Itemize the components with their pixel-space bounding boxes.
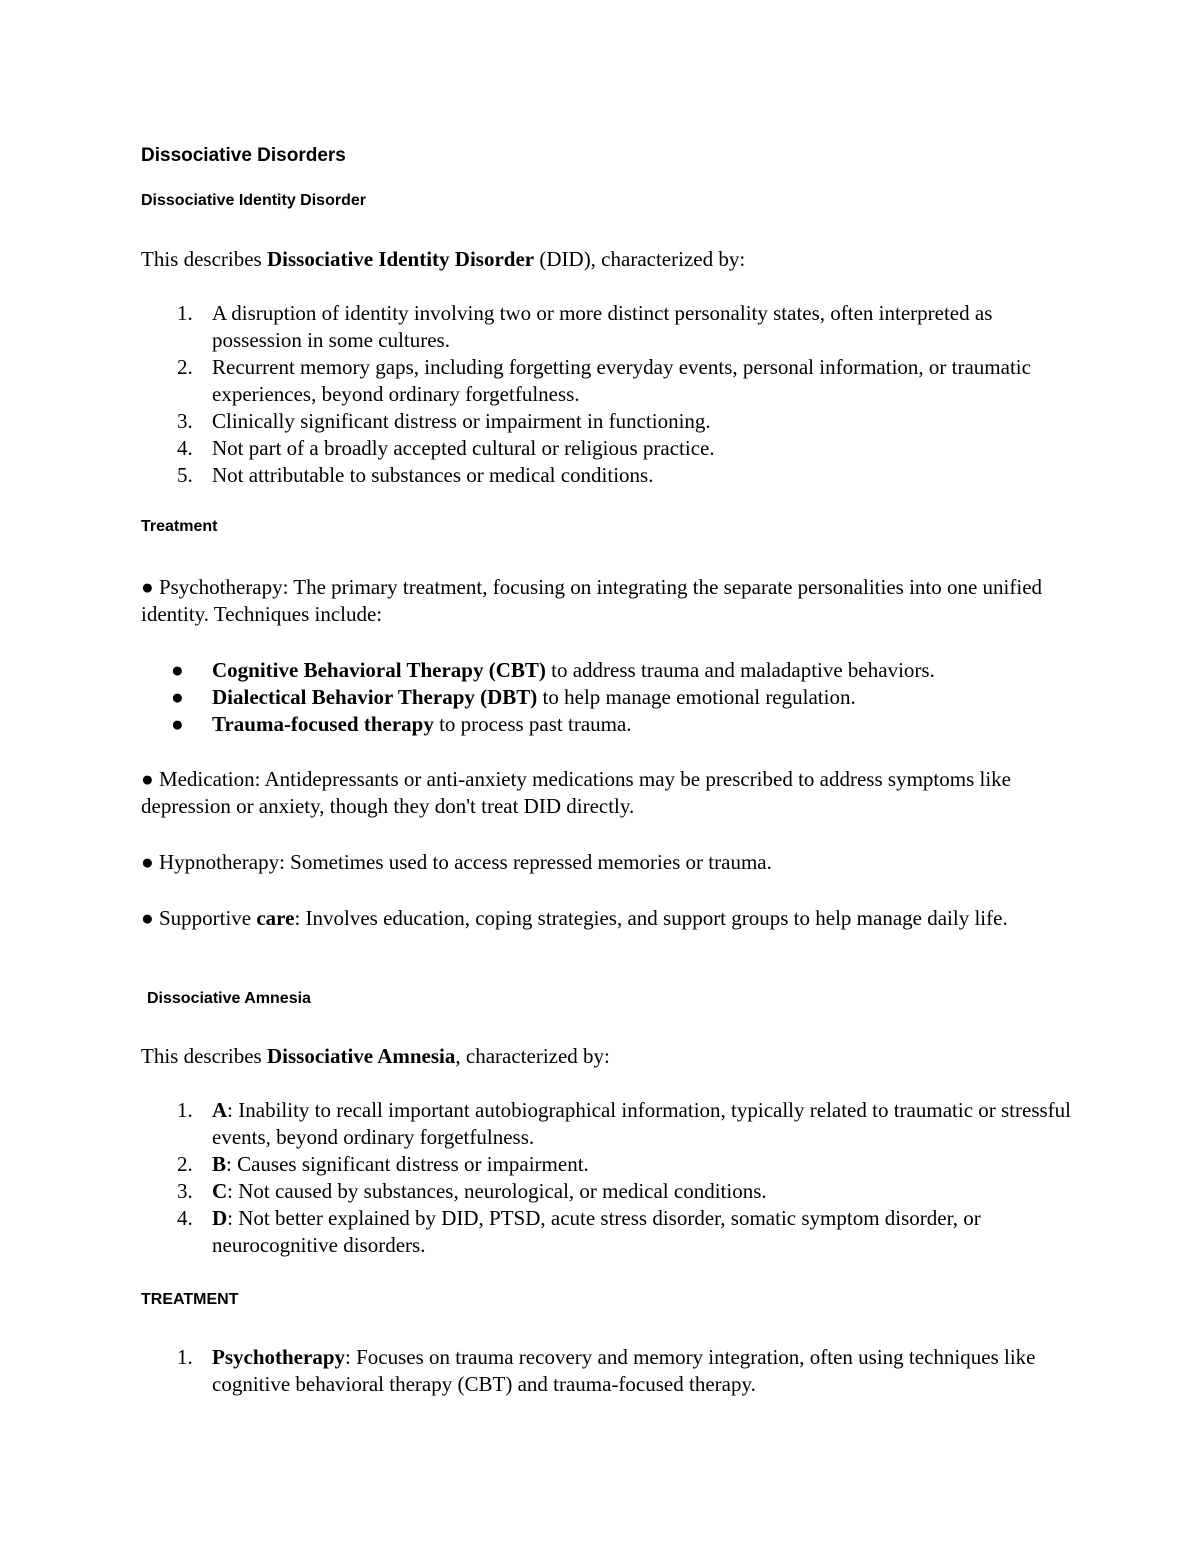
criterion-label: B — [212, 1152, 227, 1176]
did-criterion — [141, 354, 1081, 408]
amnesia-intro — [141, 1043, 1071, 1070]
bullet-icon: ● — [141, 850, 154, 874]
technique-item — [141, 684, 1081, 711]
did-criterion — [141, 300, 1081, 354]
did-intro-post: (DID), characterized by: — [534, 247, 746, 271]
technique-item — [141, 657, 1081, 684]
supportive-care-paragraph — [141, 905, 1071, 932]
supportive-bold: care — [256, 906, 295, 930]
bullet-icon: ● — [171, 658, 184, 682]
did-criterion — [141, 435, 1081, 462]
technique-item — [141, 711, 1081, 738]
bullet-icon: ● — [141, 767, 154, 791]
amnesia-intro-pre: This describes — [141, 1044, 267, 1068]
bullet-icon: ● — [141, 906, 154, 930]
did-treatment-heading: Treatment — [141, 518, 218, 535]
amnesia-intro-post: , characterized by: — [455, 1044, 610, 1068]
technique-name: Cognitive Behavioral Therapy (CBT) — [212, 658, 546, 682]
criterion-text: A disruption of identity involving two or more distinct personality states, often interpreted as possession in some cultures. — [212, 301, 993, 352]
list-number: 2. — [177, 1152, 193, 1176]
criterion-text: Recurrent memory gaps, including forgetting everyday events, personal information, or traumatic experiences, beyond ordinary forgetfulness. — [212, 355, 1031, 406]
list-number: 4. — [177, 1206, 193, 1230]
supportive-pre: Supportive — [158, 906, 257, 930]
did-intro — [141, 246, 1071, 273]
technique-text: to address trauma and maladaptive behaviors. — [545, 658, 935, 682]
criterion-text: Clinically significant distress or impairment in functioning. — [212, 409, 711, 433]
bullet-icon: ● — [171, 685, 184, 709]
did-heading: Dissociative Identity Disorder — [141, 192, 366, 209]
amnesia-criterion — [141, 1151, 1081, 1178]
amnesia-criterion — [141, 1097, 1081, 1151]
list-number: 5. — [177, 463, 193, 487]
treatment-text: : Focuses on trauma recovery and memory integration, often using techniques like cognitive behavioral therapy (CBT) and trauma-focused therapy. — [212, 1345, 1036, 1396]
list-number: 2. — [177, 355, 193, 379]
criterion-text: : Causes significant distress or impairment. — [226, 1152, 589, 1176]
criterion-label: C — [212, 1179, 228, 1203]
bullet-icon: ● — [141, 575, 154, 599]
amnesia-criterion — [141, 1205, 1081, 1259]
psychotherapy-paragraph — [141, 574, 1071, 628]
medication-paragraph — [141, 766, 1071, 820]
list-number: 1. — [177, 301, 193, 325]
criterion-text: : Not better explained by DID, PTSD, acute stress disorder, somatic symptom disorder, or neurocognitive disorders. — [212, 1206, 981, 1257]
amnesia-treatment-list — [141, 1344, 1081, 1398]
did-criteria-list — [141, 300, 1081, 489]
medication-text: Medication: Antidepressants or anti-anxiety medications may be prescribed to address symptoms like depression or anxiety, though they don't treat DID directly. — [141, 767, 1011, 818]
amnesia-criteria-list — [141, 1097, 1081, 1259]
treatment-name: Psychotherapy — [212, 1345, 345, 1369]
list-number: 3. — [177, 1179, 193, 1203]
list-number: 3. — [177, 409, 193, 433]
criterion-text: : Inability to recall important autobiographical information, typically related to traumatic or stressful events, beyond ordinary forgetfulness. — [212, 1098, 1071, 1149]
criterion-text: Not part of a broadly accepted cultural or religious practice. — [212, 436, 715, 460]
psychotherapy-text: Psychotherapy: The primary treatment, focusing on integrating the separate personalities into one unified identity. Techniques include: — [141, 575, 1043, 626]
criterion-label: A — [212, 1098, 228, 1122]
did-intro-pre: This describes — [141, 247, 267, 271]
hypnotherapy-paragraph — [141, 849, 1071, 876]
technique-text: to process past trauma. — [433, 712, 632, 736]
document-title: Dissociative Disorders — [141, 145, 346, 166]
technique-name: Trauma-focused therapy — [212, 712, 434, 736]
amnesia-treatment-heading: TREATMENT — [141, 1291, 239, 1308]
amnesia-intro-bold: Dissociative Amnesia — [266, 1044, 456, 1068]
treatment-item — [141, 1344, 1081, 1398]
amnesia-heading: Dissociative Amnesia — [147, 990, 311, 1007]
hypnotherapy-text: Hypnotherapy: Sometimes used to access repressed memories or trauma. — [158, 850, 772, 874]
criterion-text: Not attributable to substances or medical conditions. — [212, 463, 654, 487]
criterion-label: D — [212, 1206, 228, 1230]
did-criterion — [141, 408, 1081, 435]
did-criterion — [141, 462, 1081, 489]
supportive-post: : Involves education, coping strategies, and support groups to help manage daily life. — [294, 906, 1008, 930]
technique-name: Dialectical Behavior Therapy (DBT) — [212, 685, 538, 709]
technique-text: to help manage emotional regulation. — [537, 685, 856, 709]
did-intro-bold: Dissociative Identity Disorder — [266, 247, 535, 271]
bullet-icon: ● — [171, 712, 184, 736]
list-number: 1. — [177, 1098, 193, 1122]
amnesia-criterion — [141, 1178, 1081, 1205]
list-number: 1. — [177, 1345, 193, 1369]
list-number: 4. — [177, 436, 193, 460]
criterion-text: : Not caused by substances, neurological, or medical conditions. — [227, 1179, 767, 1203]
techniques-list — [141, 657, 1081, 738]
